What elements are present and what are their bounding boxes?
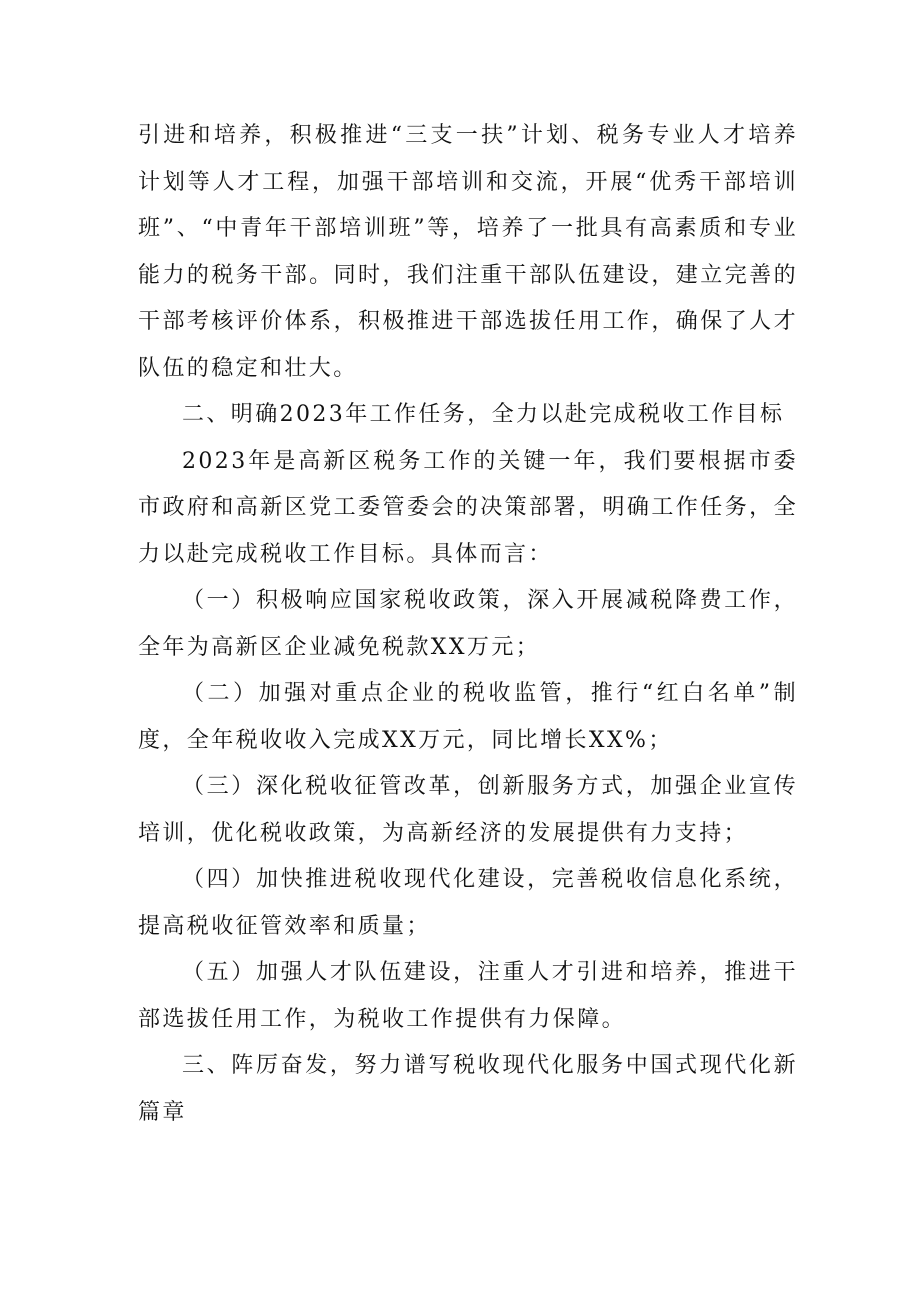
section-heading-2: 二、明确2023年工作任务，全力以赴完成税收工作目标 <box>182 402 785 427</box>
paragraph-talent-cultivation: 引进和培养，积极推进“三支一扶”计划、税务专业人才培养计划等人才工程，加强干部培训和交流，开展“优秀干部培训班”、“中青年干部培训班”等，培养了一批具有高素质和专业能力的税务干部。同时，我们注重干部队伍建设，建立完善的干部考核评价体系，积极推进干部选拔任用工作，确保了人才队伍的稳定和壮大。 <box>138 123 798 381</box>
section-heading-3: 三、阵厉奋发，努力谱写税收现代化服务中国式现代化新篇章 <box>138 1053 798 1125</box>
list-item-2: （二）加强对重点企业的税收监管，推行“红白名单”制度，全年税收收入完成XX万元，同比增长XX%； <box>138 681 798 753</box>
document-body <box>138 113 798 1136</box>
paragraph-2023-tasks: 2023年是高新区税务工作的关键一年，我们要根据市委市政府和高新区党工委管委会的决策部署，明确工作任务，全力以赴完成税收工作目标。具体而言： <box>138 448 798 567</box>
list-item-3: （三）深化税收征管改革，创新服务方式，加强企业宣传培训，优化税收政策，为高新经济的发展提供有力支持； <box>138 774 798 846</box>
list-item-5: （五）加强人才队伍建设，注重人才引进和培养，推进干部选拔任用工作，为税收工作提供有力保障。 <box>138 960 798 1032</box>
list-item-4: （四）加快推进税收现代化建设，完善税收信息化系统，提高税收征管效率和质量； <box>138 867 798 939</box>
list-item-1: （一）积极响应国家税收政策，深入开展减税降费工作，全年为高新区企业减免税款XX万元； <box>138 588 798 660</box>
